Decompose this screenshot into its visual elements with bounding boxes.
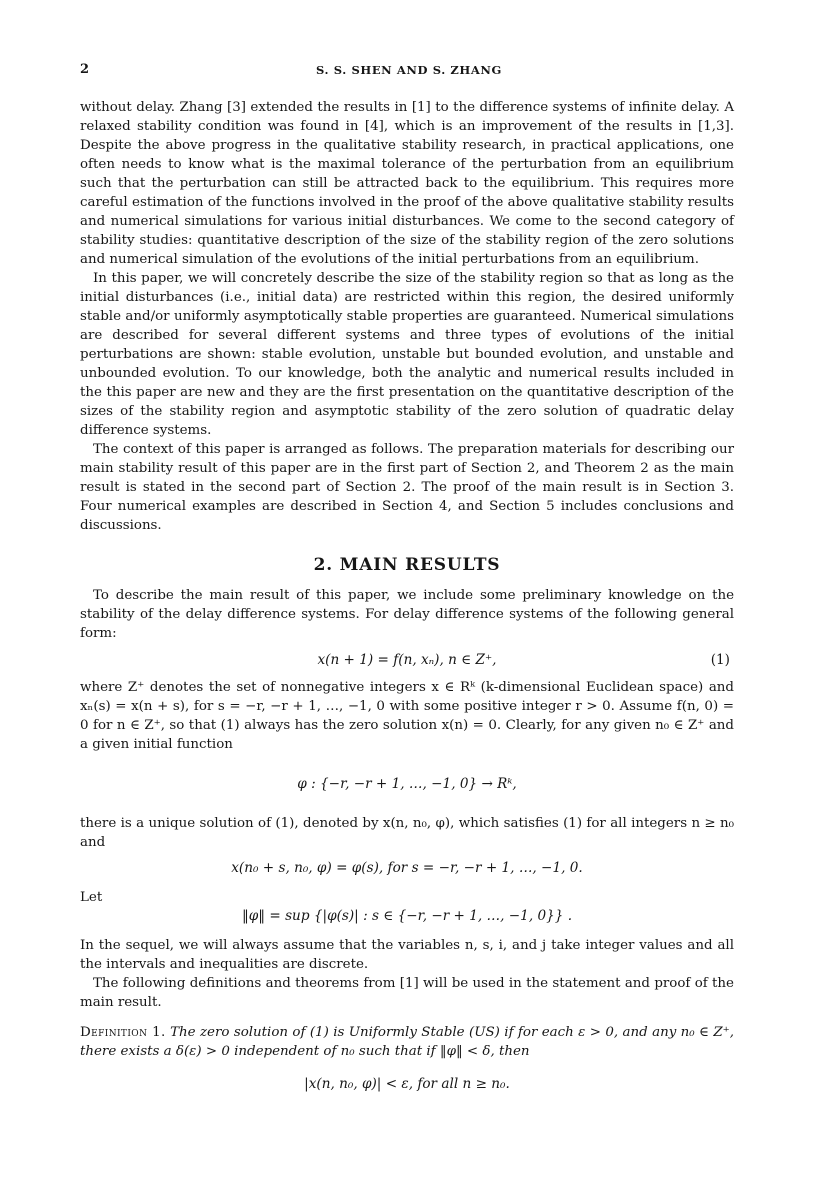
equation-initial-condition: x(n₀ + s, n₀, φ) = φ(s), for s = −r, −r + 1, …, −1, 0. <box>231 860 583 876</box>
equation-1-body: x(n + 1) = f(n, xₙ), n ∈ Z⁺, <box>317 652 497 668</box>
paragraph-assumption: In the sequel, we will always assume that the variables n, s, i, and j take integer values and all the intervals and inequalities are discrete. <box>80 938 734 972</box>
definition-1-label: Definition 1. <box>80 1025 166 1040</box>
page-number: 2 <box>80 62 90 77</box>
paragraph-outline: The context of this paper is arranged as follows. The preparation materials for describing our main stability result of this paper are in the first part of Section 2, and Theorem 2 as the main result is stated in the second part of Section 2. The proof of the main result is in Section 3. Four numerical examples are described in Section 4, and Section 5 includes conclusions and discussions. <box>80 442 734 533</box>
running-head: S. S. SHEN AND S. ZHANG <box>316 63 502 77</box>
equation-us-bound: |x(n, n₀, φ)| < ε, for all n ≥ n₀. <box>304 1076 510 1092</box>
paragraph-intro: To describe the main result of this paper, we include some preliminary knowledge on the stability of the delay difference systems. For delay difference systems of the following general form: <box>80 588 734 641</box>
section-heading: 2. MAIN RESULTS <box>313 555 501 575</box>
paragraph-scope: In this paper, we will concretely describe the size of the stability region so that as long as the initial disturbances (i.e., initial data) are restricted within this region, the desired uniformly stable and/or uniformly asymptotically stable properties are guaranteed. Numerical simulations are described for several different systems and three types of evolutions of the initial perturbations are shown: stable evolution, unstable but bounded evolution, and unstable and unbounded evolution. To our knowledge, both the analytic and numerical results included in the this paper are new and they are the first presentation on the quantitative description of the sizes of the stability region and asymptotic stability of the zero solution of quadratic delay difference systems. <box>80 271 734 438</box>
paragraph-definitions: where Z⁺ denotes the set of nonnegative integers x ∈ Rᵏ (k-dimensional Euclidean space) and xₙ(s) = x(n + s), for s = −r, −r + 1, …, −1, 0 with some positive integer r > 0. Assume f(n, 0) = 0 for n ∈ Z⁺, so that (1) always has the zero solution x(n) = 0. Clearly, for any given n₀ ∈ Z⁺ and a given initial function <box>80 680 734 752</box>
equation-initial-function: φ : {−r, −r + 1, …, −1, 0} → Rᵏ, <box>297 776 517 792</box>
page-header <box>80 62 738 82</box>
definition-1 <box>80 1023 734 1061</box>
paragraph-let: Let <box>80 890 103 905</box>
equation-1-number: (1) <box>710 652 730 668</box>
paragraph-references: The following definitions and theorems from [1] will be used in the statement and proof of the main result. <box>80 976 734 1010</box>
definition-1-text: The zero solution of (1) is Uniformly Stable (US) if for each ε > 0, and any n₀ ∈ Z⁺, there exists a δ(ε) > 0 independent of n₀ such that if ‖φ‖ < δ, then <box>80 1025 734 1059</box>
equation-norm: ‖φ‖ = sup {|φ(s)| : s ∈ {−r, −r + 1, …, −1, 0}} . <box>241 908 573 924</box>
equation-1 <box>80 650 734 670</box>
page-body <box>80 98 734 1094</box>
paragraph-continuation: without delay. Zhang [3] extended the results in [1] to the difference systems of infinite delay. A relaxed stability condition was found in [4], which is an improvement of the results in [1,3]. Despite the above progress in the qualitative stability research, in practical applications, one often needs to know what is the maximal tolerance of the perturbation from an equilibrium such that the perturbation can still be attracted back to the equilibrium. This requires more careful estimation of the functions involved in the proof of the above qualitative stability results and numerical simulations for various initial disturbances. We come to the second category of stability studies: quantitative description of the size of the stability region of the zero solutions and numerical simulation of the evolutions of the initial perturbations from an equilibrium. <box>80 100 734 267</box>
paragraph-solution: there is a unique solution of (1), denoted by x(n, n₀, φ), which satisfies (1) for all integers n ≥ n₀ and <box>80 816 734 850</box>
